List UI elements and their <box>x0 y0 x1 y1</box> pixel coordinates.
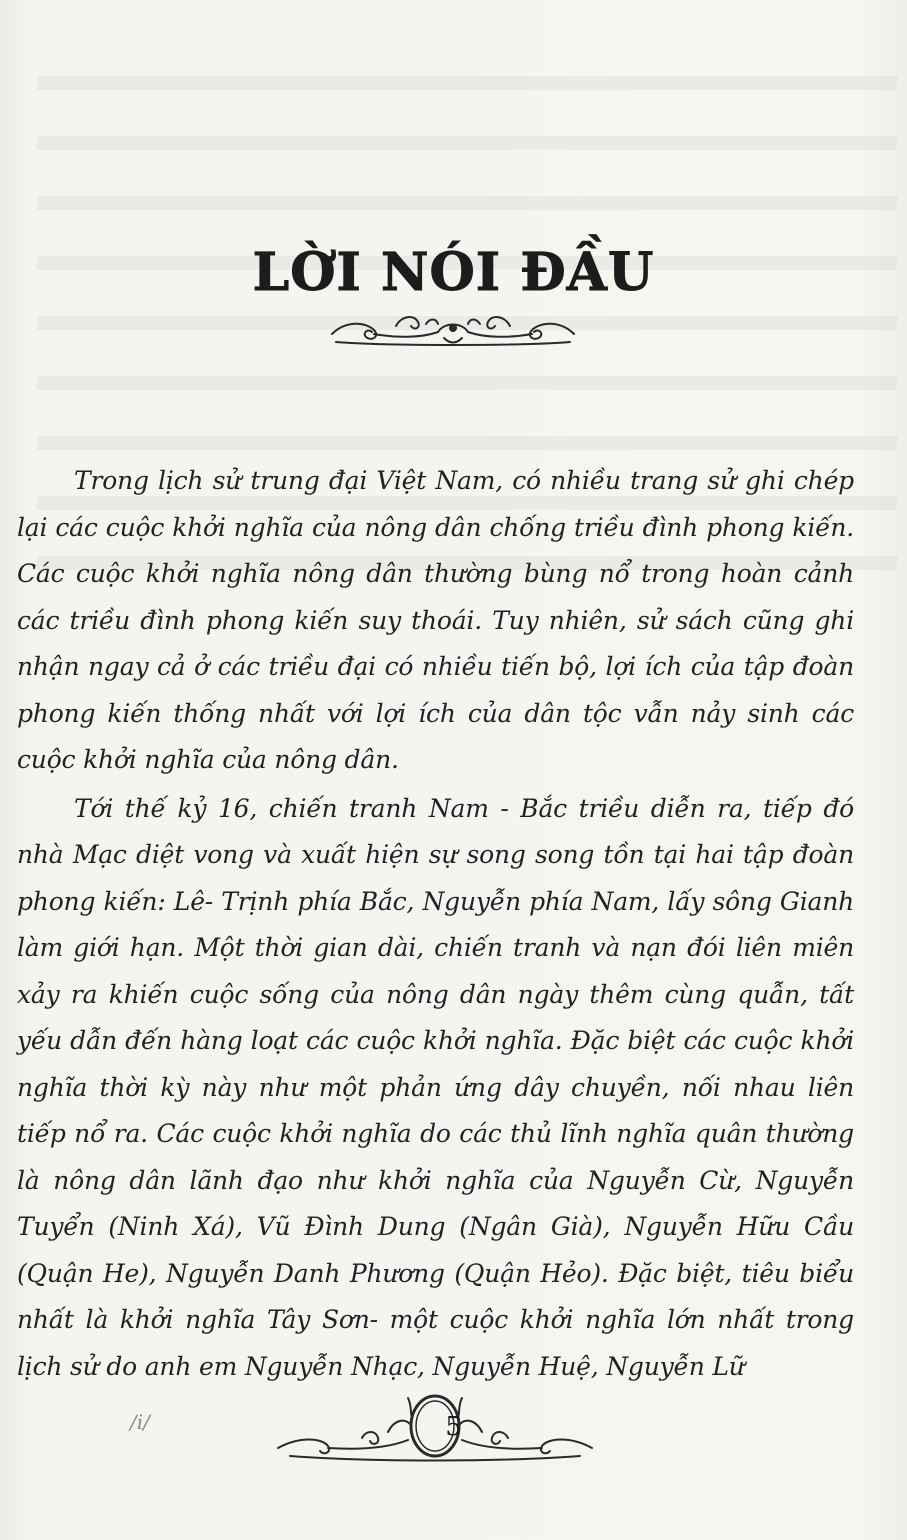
margin-pencil-mark: /i/ <box>130 1410 150 1434</box>
body-text <box>17 458 854 1392</box>
page-number <box>0 1412 907 1442</box>
title-flourish-ornament <box>326 304 580 348</box>
page-number-value: 5 <box>445 1412 462 1442</box>
paragraph-1: Trong lịch sử trung đại Việt Nam, có nhiều trang sử ghi chép lại các cuộc khởi nghĩa của nông dân chống triều đình phong kiến. Các cuộc khởi nghĩa nông dân thường bùng nổ trong hoàn cảnh các triều đình phong kiến suy thoái. Tuy nhiên, sử sách cũng ghi nhận ngay cả ở các triều đại có nhiều tiến bộ, lợi ích của tập đoàn phong kiến thống nhất với lợi ích của dân tộc vẫn nảy sinh các cuộc khởi nghĩa của nông dân. <box>17 466 854 774</box>
page-title: LỜI NÓI ĐẦU <box>252 242 655 303</box>
paragraph-2: Tới thế kỷ 16, chiến tranh Nam - Bắc triều diễn ra, tiếp đó nhà Mạc diệt vong và xuất hiện sự song song tồn tại hai tập đoàn phong kiến: Lê- Trịnh phía Bắc, Nguyễn phía Nam, lấy sông Gianh làm giới hạn. Một thời gian dài, chiến tranh và nạn đói liên miên xảy ra khiến cuộc sống của nông dân ngày thêm cùng quẫn, tất yếu dẫn đến hàng loạt các cuộc khởi nghĩa. Đặc biệt các cuộc khởi nghĩa thời kỳ này như một phản ứng dây chuyền, nối nhau liên tiếp nổ ra. Các cuộc khởi nghĩa do các thủ lĩnh nghĩa quân thường là nông dân lãnh đạo như khởi nghĩa của Nguyễn Cừ, Nguyễn Tuyển (Ninh Xá), Vũ Đình Dung (Ngân Già), Nguyễn Hữu Cầu (Quận He), Nguyễn Danh Phương (Quận Hẻo). Đặc biệt, tiêu biểu nhất là khởi nghĩa Tây Sơn- một cuộc khởi nghĩa lớn nhất trong lịch sử do anh em Nguyễn Nhạc, Nguyễn Huệ, Nguyễn Lữ <box>17 793 854 1381</box>
